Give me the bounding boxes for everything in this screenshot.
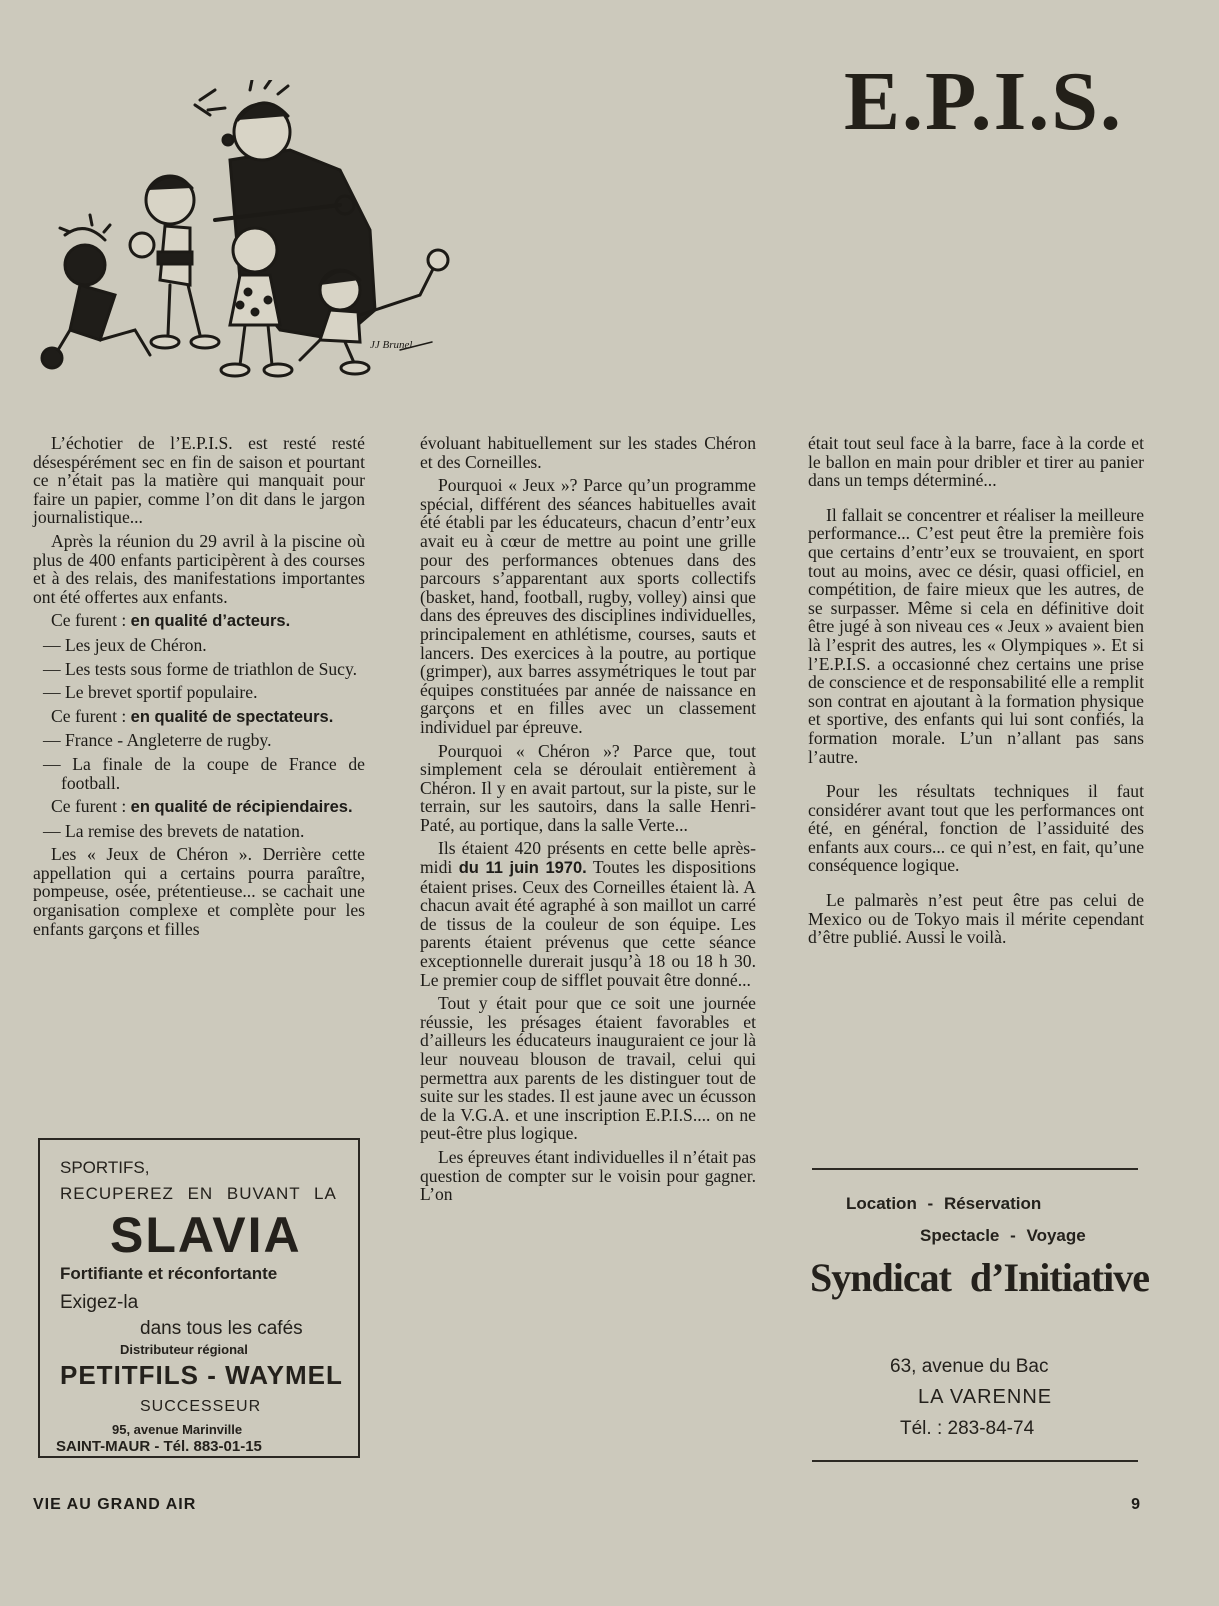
paragraph: Il fallait se concentrer et réaliser la meilleure performance... C’est peut être la première fois que certains d’entr’eux se trouvaient, en sport tout au moins, avec ce désir, quasi officiel, en compétition, de faire mieux que les autres, de se surpasser. Même si cela en définitive doit être jugé à son niveau ces « Jeux » avaient bien là l’esprit des autres, les « Olympiques ». Et si l’E.P.I.S. a occasionné chez certains une prise de conscience et de responsabilité elle a remplit son contrat en ajoutant à la formation physique et sportive, des enfants qui lui sont confiés, la formation morale. L’un n’allant pas sans l’autre. <box>808 504 1144 767</box>
list-item: — La finale de la coupe de France de football. <box>43 753 365 793</box>
ad-brand: SLAVIA <box>110 1207 302 1263</box>
article-column-1 <box>33 434 365 943</box>
paragraph: Pourquoi « Chéron »? Parce que, tout simplement cela se déroulait entièrement à Chéron. Il y en avait partout, sur la piste, sur le terrain, sur les sautoirs, dans la salle Henri-Paté, au portique, dans la salle Verte... <box>420 740 756 835</box>
footer-magazine-name: VIE AU GRAND AIR <box>33 1496 197 1513</box>
ad-tagline: Fortifiante et réconfortante <box>60 1264 278 1283</box>
list-item: — France - Angleterre de rugby. <box>43 730 272 751</box>
ad-address: 63, avenue du Bac <box>890 1356 1049 1377</box>
paragraph: Ce furent : en qualité de spectateurs. <box>51 705 334 726</box>
paragraph: évoluant habituellement sur les stades Chéron et des Corneilles. <box>420 433 756 472</box>
list-item: — La remise des brevets de natation. <box>43 820 305 841</box>
ad-text: Spectacle - Voyage <box>920 1226 1086 1245</box>
paragraph: Pour les résultats techniques il faut considérer avant tout que les performances ont été, en général, fonction de l’assiduité des enfants aux cours... ce qui n’est, en fait, qu’une conséquence logique. <box>808 781 1144 876</box>
ad-text: Distributeur régional <box>120 1342 248 1357</box>
article-column-3 <box>808 434 1144 952</box>
list-item: — Le brevet sportif populaire. <box>43 682 258 703</box>
paragraph: L’échotier de l’E.P.I.S. est resté resté désespérément sec en fin de saison et pourtant ce n’était pas la matière qui manquait pour faire un papier, comme l’on dit dans le jargon journalistique... <box>33 433 365 528</box>
ad-distributor: PETITFILS - WAYMEL <box>60 1360 343 1390</box>
ad-phone: Tél. : 283-84-74 <box>900 1418 1035 1439</box>
divider <box>812 1460 1138 1462</box>
ad-headline: RECUPEREZ EN BUVANT LA <box>60 1184 337 1203</box>
boxing-cartoon-illustration <box>40 80 460 390</box>
list-item: — Les jeux de Chéron. <box>43 634 207 655</box>
ad-text: Location - Réservation <box>846 1194 1042 1213</box>
paragraph: Ce furent : en qualité d’acteurs. <box>51 610 291 631</box>
ad-phone: SAINT-MAUR - Tél. 883-01-15 <box>56 1438 262 1455</box>
paragraph: Le palmarès n’est peut être pas celui de Mexico ou de Tokyo mais il mérite cependant d’être publié. Aussi le voilà. <box>808 890 1144 948</box>
paragraph: Les épreuves étant individuelles il n’était pas question de compter sur le voisin pour gagner. L’on <box>420 1146 756 1205</box>
paragraph: était tout seul face à la barre, face à la corde et le ballon en main pour dribler et tirer au panier dans un temps déterminé... <box>808 433 1144 491</box>
article-column-2 <box>420 434 756 1209</box>
slavia-advertisement <box>38 1138 360 1458</box>
page-number: 9 <box>1131 1496 1141 1513</box>
ad-address: 95, avenue Marinville <box>112 1422 243 1437</box>
syndicat-advertisement <box>810 1170 1150 1470</box>
ad-text: Exigez-la <box>60 1292 139 1313</box>
paragraph: Après la réunion du 29 avril à la piscine où plus de 400 enfants participèrent à des courses et à des relais, des manifestations importantes ont été offertes aux enfants. <box>33 530 365 607</box>
paragraph: Ce furent : en qualité de récipiendaires. <box>51 796 353 817</box>
paragraph: Tout y était pour que ce soit une journée réussie, les présages étaient favorables et d’ailleurs les éducateurs inauguraient ce jour là leur nouveau blouson de travail, celui qui permettra aux parents de les distinguer tout de suite sur les stades. Il est jaune avec un écusson de la V.G.A. et une inscription E.P.I.S.... on ne peut-être plus logique. <box>420 993 756 1144</box>
ad-city: LA VARENNE <box>918 1386 1053 1408</box>
paragraph: Ils étaient 420 présents en cette belle après-midi du 11 juin 1970. Toutes les dispositions étaient prises. Ceux des Corneilles étaient là. A chacun avait été agraphé à son maillot un carré de tissus de la couleur de son équipe. Les parents étaient prévenus que cette séance exceptionnelle durerait jusqu’à 18 ou 18 h 30. Le premier coup de sifflet pouvait être donné... <box>420 838 756 990</box>
paragraph: Pourquoi « Jeux »? Parce qu’un programme spécial, différent des séances habituelles avait été établi par les éducateurs, chacun d’entr’eux avait eu à cœur de mettre au point une grille pour des performances obtenues dans des parcours s’apparentant aux sports collectifs (basket, hand, football, rugby, volley) ainsi que dans des épreuves des disciplines individuelles, principalement en athlétisme, courses, sauts et lancers. Des exercices à la poutre, au portique (grimper), aux barres assymétriques le tout par équipes constituées par année de naissance en garçons et en filles avec un classement individuel par épreuve. <box>420 475 756 737</box>
ad-text: dans tous les cafés <box>140 1318 303 1339</box>
list-item: — Les tests sous forme de triathlon de Sucy. <box>43 658 358 679</box>
ad-headline: SPORTIFS, <box>60 1158 150 1177</box>
ad-text: SUCCESSEUR <box>140 1398 262 1415</box>
ad-name: Syndicat d’Initiative <box>810 1255 1150 1300</box>
illustration-signature: JJ Brunel <box>370 339 413 351</box>
paragraph: Les « Jeux de Chéron ». Derrière cette appellation qui a certains pourra paraître, pompeuse, osée, prétentieuse... se cachait une organisation complexe et complète pour les enfants garçons et filles <box>33 844 365 939</box>
page-title: E.P.I.S. <box>843 55 1123 148</box>
